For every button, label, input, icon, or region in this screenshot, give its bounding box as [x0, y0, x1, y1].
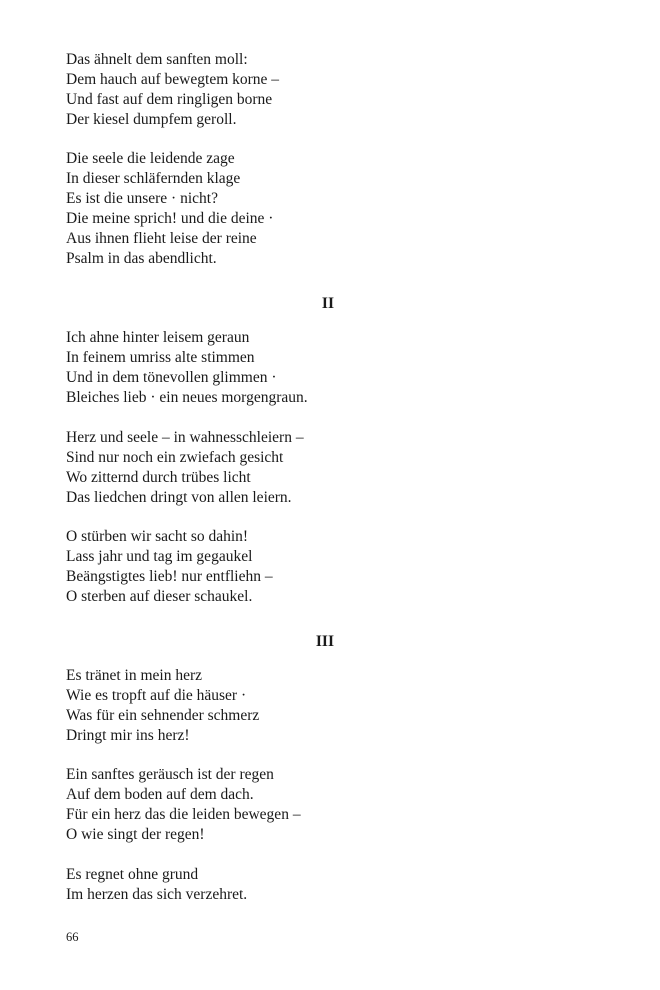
- poem-line: Was für ein sehnender schmerz: [66, 707, 260, 724]
- poem-line: Die meine sprich! und die deine ·: [66, 210, 274, 227]
- poem-line: Lass jahr und tag im gegaukel: [66, 548, 253, 565]
- stanza-4: [66, 428, 366, 508]
- stanza-2: [66, 149, 366, 269]
- page-number: 66: [66, 930, 79, 944]
- stanza-7: [66, 765, 366, 845]
- stanza-5: [66, 527, 366, 607]
- poem-line: O sterben auf dieser schaukel.: [66, 588, 253, 605]
- poem-line: Es regnet ohne grund: [66, 866, 199, 883]
- poem-line: Herz und seele – in wahnesschleiern –: [66, 429, 304, 446]
- poem-line: Wo zitternd durch trübes licht: [66, 469, 251, 486]
- poem-line: Beängstigtes lieb! nur entfliehn –: [66, 568, 273, 585]
- poem-line: Es ist die unsere · nicht?: [66, 190, 218, 207]
- poem-line: In feinem umriss alte stimmen: [66, 349, 255, 366]
- poem-line: Psalm in das abendlicht.: [66, 250, 217, 267]
- poem-line: Das liedchen dringt von allen leiern.: [66, 489, 292, 506]
- poem-line: Aus ihnen flieht leise der reine: [66, 230, 257, 247]
- poem-line: Ein sanftes geräusch ist der regen: [66, 766, 274, 783]
- poem-line: Wie es tropft auf die häuser ·: [66, 687, 247, 704]
- stanza-8: [66, 865, 366, 905]
- poem-line: Auf dem boden auf dem dach.: [66, 786, 254, 803]
- poem-line: Sind nur noch ein zwiefach gesicht: [66, 449, 284, 466]
- stanza-6: [66, 666, 366, 746]
- poem-line: Für ein herz das die leiden bewegen –: [66, 806, 301, 823]
- poem-line: Es tränet in mein herz: [66, 667, 203, 684]
- section-heading-ii: II: [321, 295, 334, 312]
- poem-line: Im herzen das sich verzehret.: [66, 886, 248, 903]
- poem-line: Die seele die leidende zage: [66, 150, 235, 167]
- stanza-3: [66, 328, 366, 408]
- poem-line: Und fast auf dem ringligen borne: [66, 91, 273, 108]
- poem-line: Dringt mir ins herz!: [66, 727, 190, 744]
- section-heading-iii: III: [315, 633, 334, 650]
- poem-line: O stürben wir sacht so dahin!: [66, 528, 249, 545]
- poem-line: Ich ahne hinter leisem geraun: [66, 329, 250, 346]
- poem-line: Und in dem tönevollen glimmen ·: [66, 369, 277, 386]
- poem-line: Bleiches lieb · ein neues morgengraun.: [66, 389, 308, 406]
- poem-line: O wie singt der regen!: [66, 826, 205, 843]
- poem-line: Das ähnelt dem sanften moll:: [66, 51, 248, 68]
- stanza-1: [66, 50, 366, 130]
- poem-line: Der kiesel dumpfem geroll.: [66, 111, 237, 128]
- poem-line: Dem hauch auf bewegtem korne –: [66, 71, 280, 88]
- poem-line: In dieser schläfernden klage: [66, 170, 241, 187]
